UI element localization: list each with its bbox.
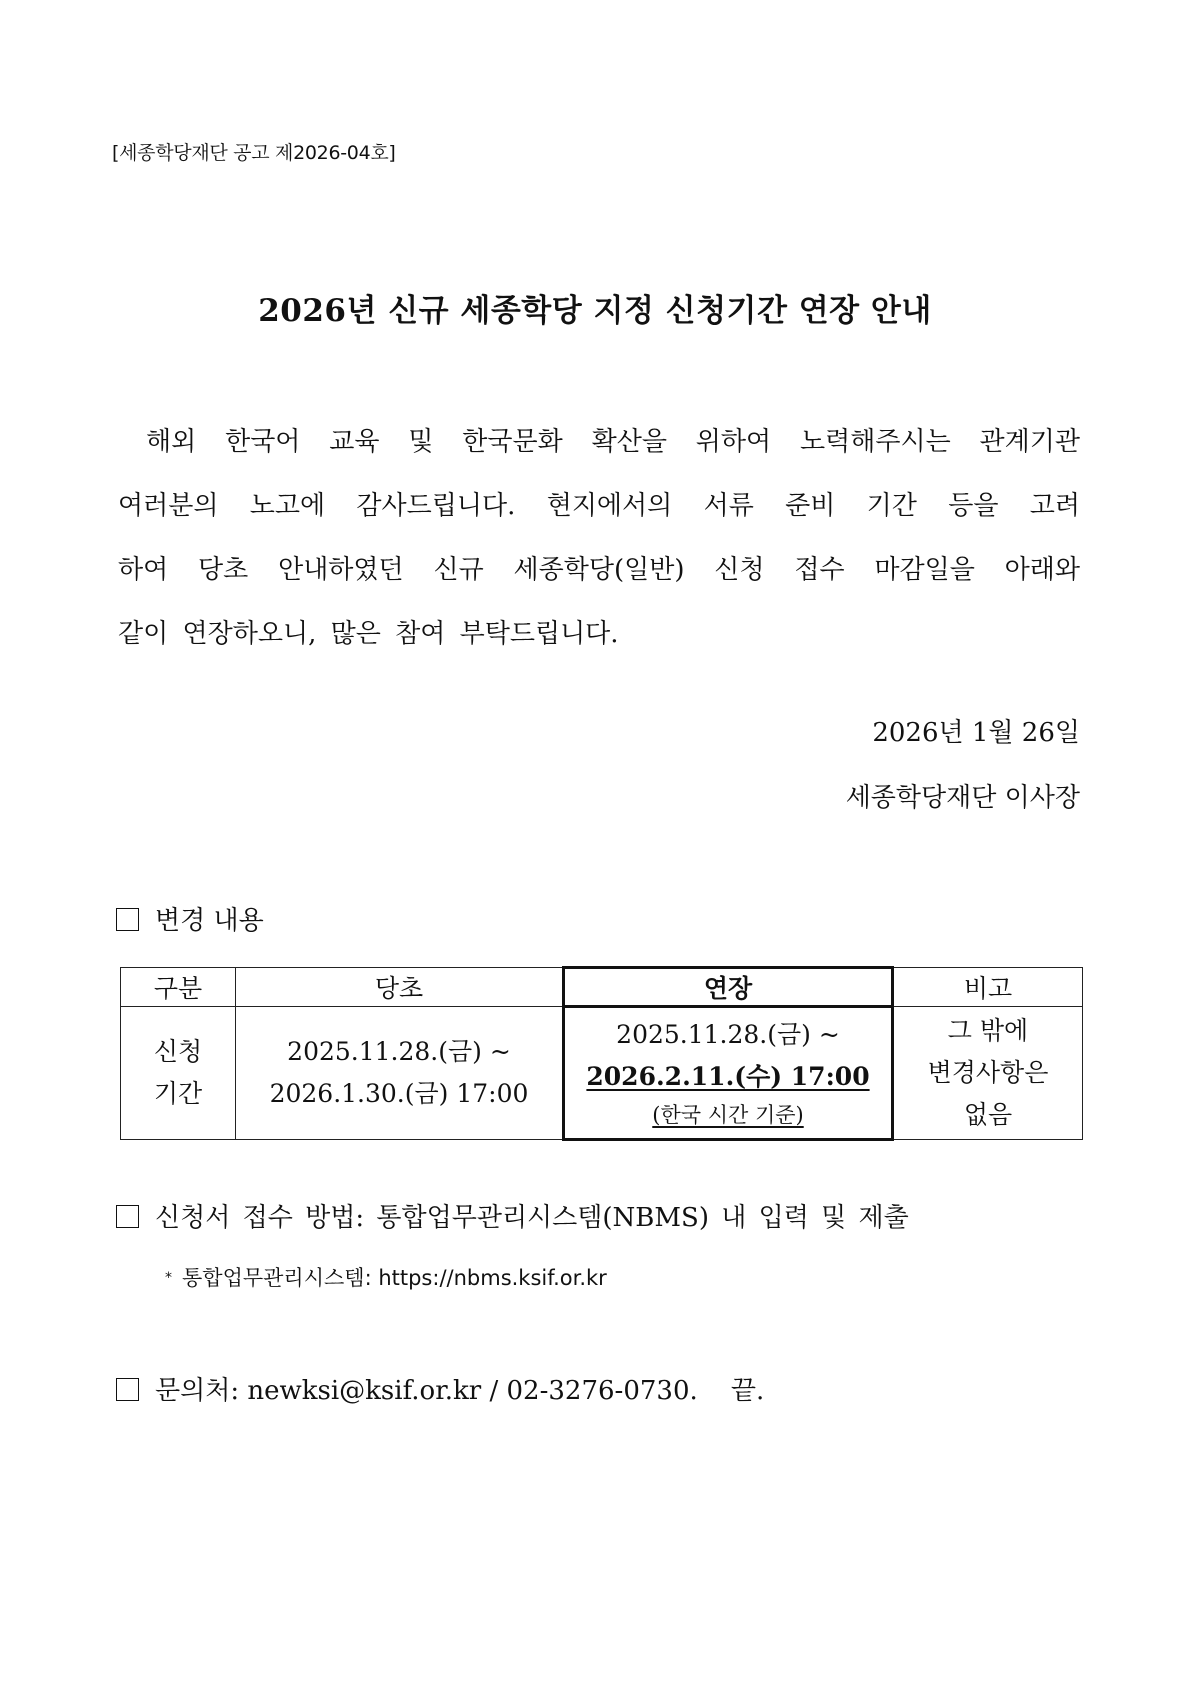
method-note-text: 통합업무관리시스템: https://nbms.ksif.or.kr (182, 1266, 607, 1290)
issuer: 세종학당재단 이사장 (845, 783, 1080, 813)
contact-text: 문의처: newksi@ksif.or.kr / 02-3276-0730. (155, 1376, 698, 1406)
method-text: 신청서 접수 방법: 통합업무관리시스템(NBMS) 내 입력 및 제출 (155, 1203, 909, 1233)
extended-start: 2025.11.28.(금) ~ (616, 1020, 840, 1049)
remarks-line: 그 밖에 (947, 1016, 1029, 1045)
changes-heading: 변경 내용 (155, 906, 264, 936)
extended-period-cell (564, 1007, 893, 1140)
body-line-4: 같이 연장하오니, 많은 참여 부탁드립니다. (118, 619, 619, 649)
original-start: 2025.11.28.(금) ~ (287, 1037, 511, 1066)
checkbox-square-icon (116, 908, 139, 931)
row-label-line: 신청 (153, 1037, 203, 1066)
remarks-line: 없음 (963, 1100, 1013, 1129)
extended-timezone-note: (한국 시간 기준) (652, 1103, 804, 1127)
checkbox-square-icon (116, 1205, 139, 1228)
end-mark: 끝. (730, 1376, 765, 1406)
original-end: 2026.1.30.(금) 17:00 (269, 1079, 529, 1108)
changes-section (116, 900, 264, 937)
header-original: 당초 (236, 968, 564, 1007)
header-category: 구분 (121, 968, 236, 1007)
body-line-1: 해외 한국어 교육 및 한국문화 확산을 위하여 노력해주시는 관계기관 (146, 427, 1080, 457)
body-paragraph (118, 410, 1080, 666)
body-line-3: 하여 당초 안내하였던 신규 세종학당(일반) 신청 접수 마감일을 아래와 (118, 555, 1080, 585)
notice-number: [세종학당재단 공고 제2026-04호] (112, 142, 396, 164)
method-note (165, 1262, 607, 1292)
remarks-line: 변경사항은 (927, 1058, 1049, 1087)
issue-date: 2026년 1월 26일 (872, 718, 1080, 748)
method-section (116, 1197, 909, 1234)
original-period-cell (236, 1007, 564, 1140)
row-label-cell (121, 1007, 236, 1140)
remarks-cell (893, 1007, 1083, 1140)
checkbox-square-icon (116, 1378, 139, 1401)
table-row (121, 1007, 1083, 1140)
row-label-line: 기간 (153, 1079, 203, 1108)
asterisk-mark: * (165, 1270, 172, 1286)
change-table (120, 966, 1083, 1141)
body-line-2: 여러분의 노고에 감사드립니다. 현지에서의 서류 준비 기간 등을 고려 (118, 491, 1080, 521)
table-header-row (121, 968, 1083, 1007)
contact-section (116, 1370, 764, 1407)
extended-end: 2026.2.11.(수) 17:00 (586, 1062, 870, 1091)
document-title: 2026년 신규 세종학당 지정 신청기간 연장 안내 (258, 293, 932, 329)
header-extended: 연장 (564, 968, 893, 1007)
header-remarks: 비고 (893, 968, 1083, 1007)
